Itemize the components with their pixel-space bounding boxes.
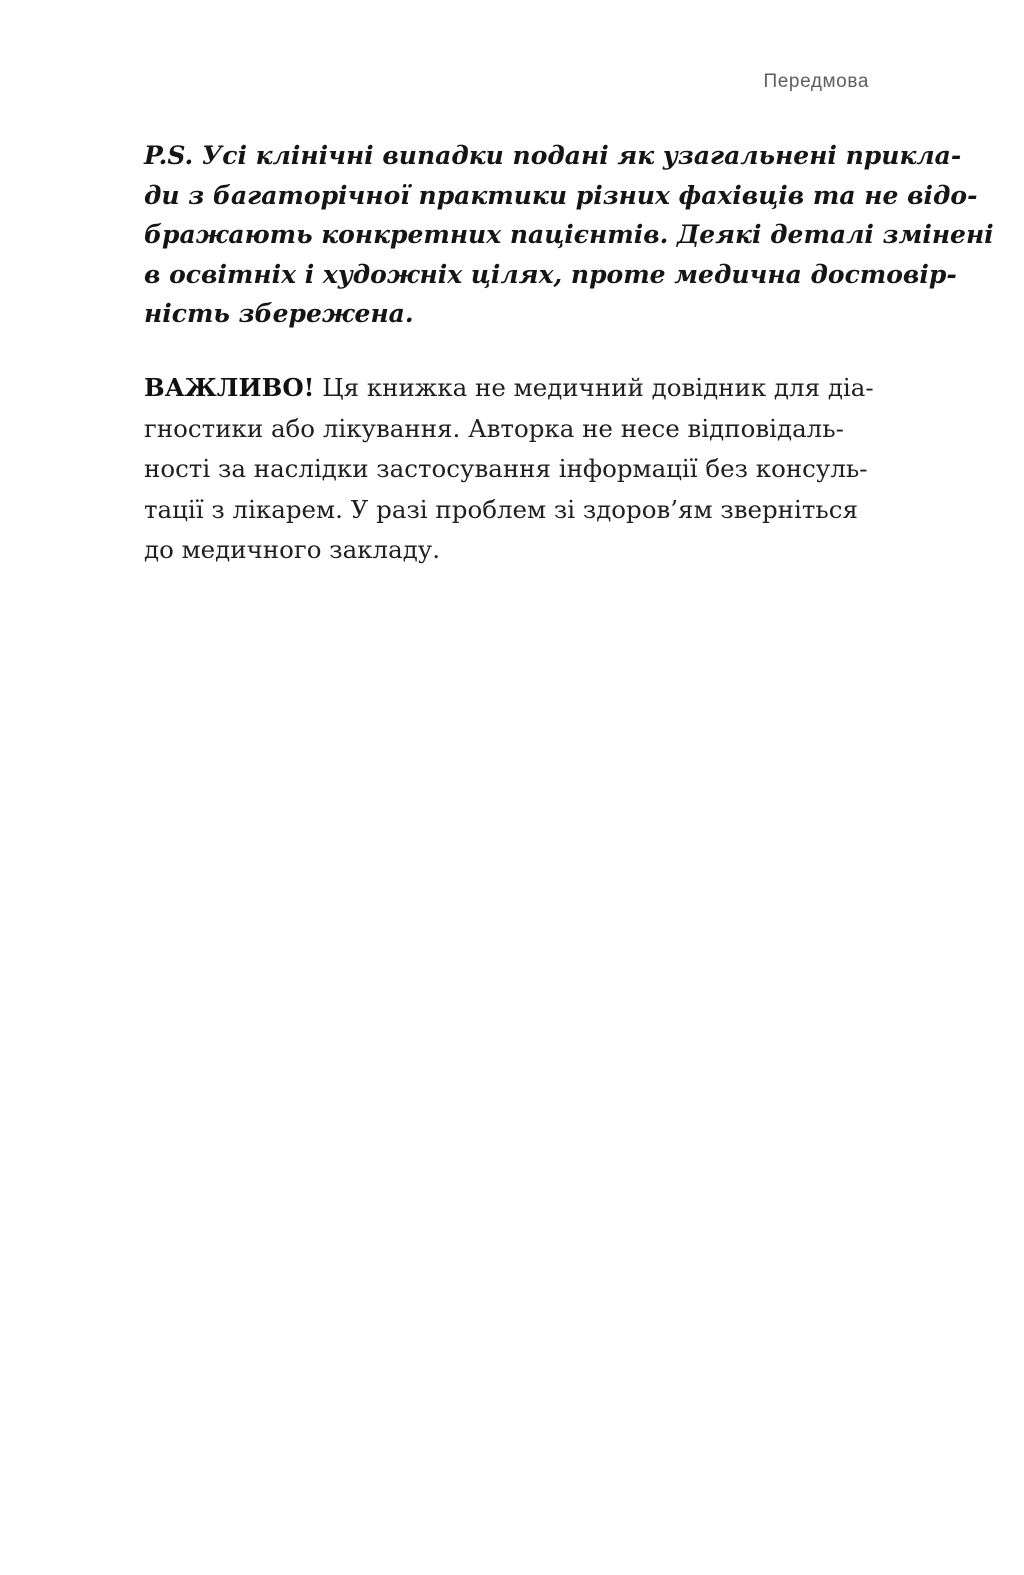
ps-note-line: в освітніх і художніх цілях, проте медична достовір-	[144, 259, 957, 289]
warning-line: гностики або лікування. Авторка не несе відповідаль-	[144, 413, 844, 443]
ps-note-line: ди з багаторічної практики різних фахівців та не відо-	[144, 180, 978, 210]
warning-line: ності за наслідки застосування інформації без консуль-	[144, 454, 868, 483]
warning-line: тації з лікарем. У разі проблем зі здоров’ям зверніться	[144, 494, 858, 524]
warning-paragraph	[144, 368, 879, 571]
warning-line	[144, 368, 879, 409]
warning-first-line-text: Ця книжка не медичний довідник для діа-	[314, 373, 874, 402]
ps-note-line: бражають конкретних пацієнтів. Деякі деталі змінені	[144, 220, 994, 249]
warning-label: ВАЖЛИВО!	[144, 373, 315, 402]
warning-line: до медичного закладу.	[144, 535, 440, 564]
ps-note-paragraph	[144, 136, 994, 334]
ps-note-line: P.S. Усі клінічні випадки подані як узагальнені прикла-	[144, 141, 962, 170]
ps-note-line: ність збережена.	[144, 299, 414, 328]
running-header-section-title: Передмова	[763, 71, 869, 92]
